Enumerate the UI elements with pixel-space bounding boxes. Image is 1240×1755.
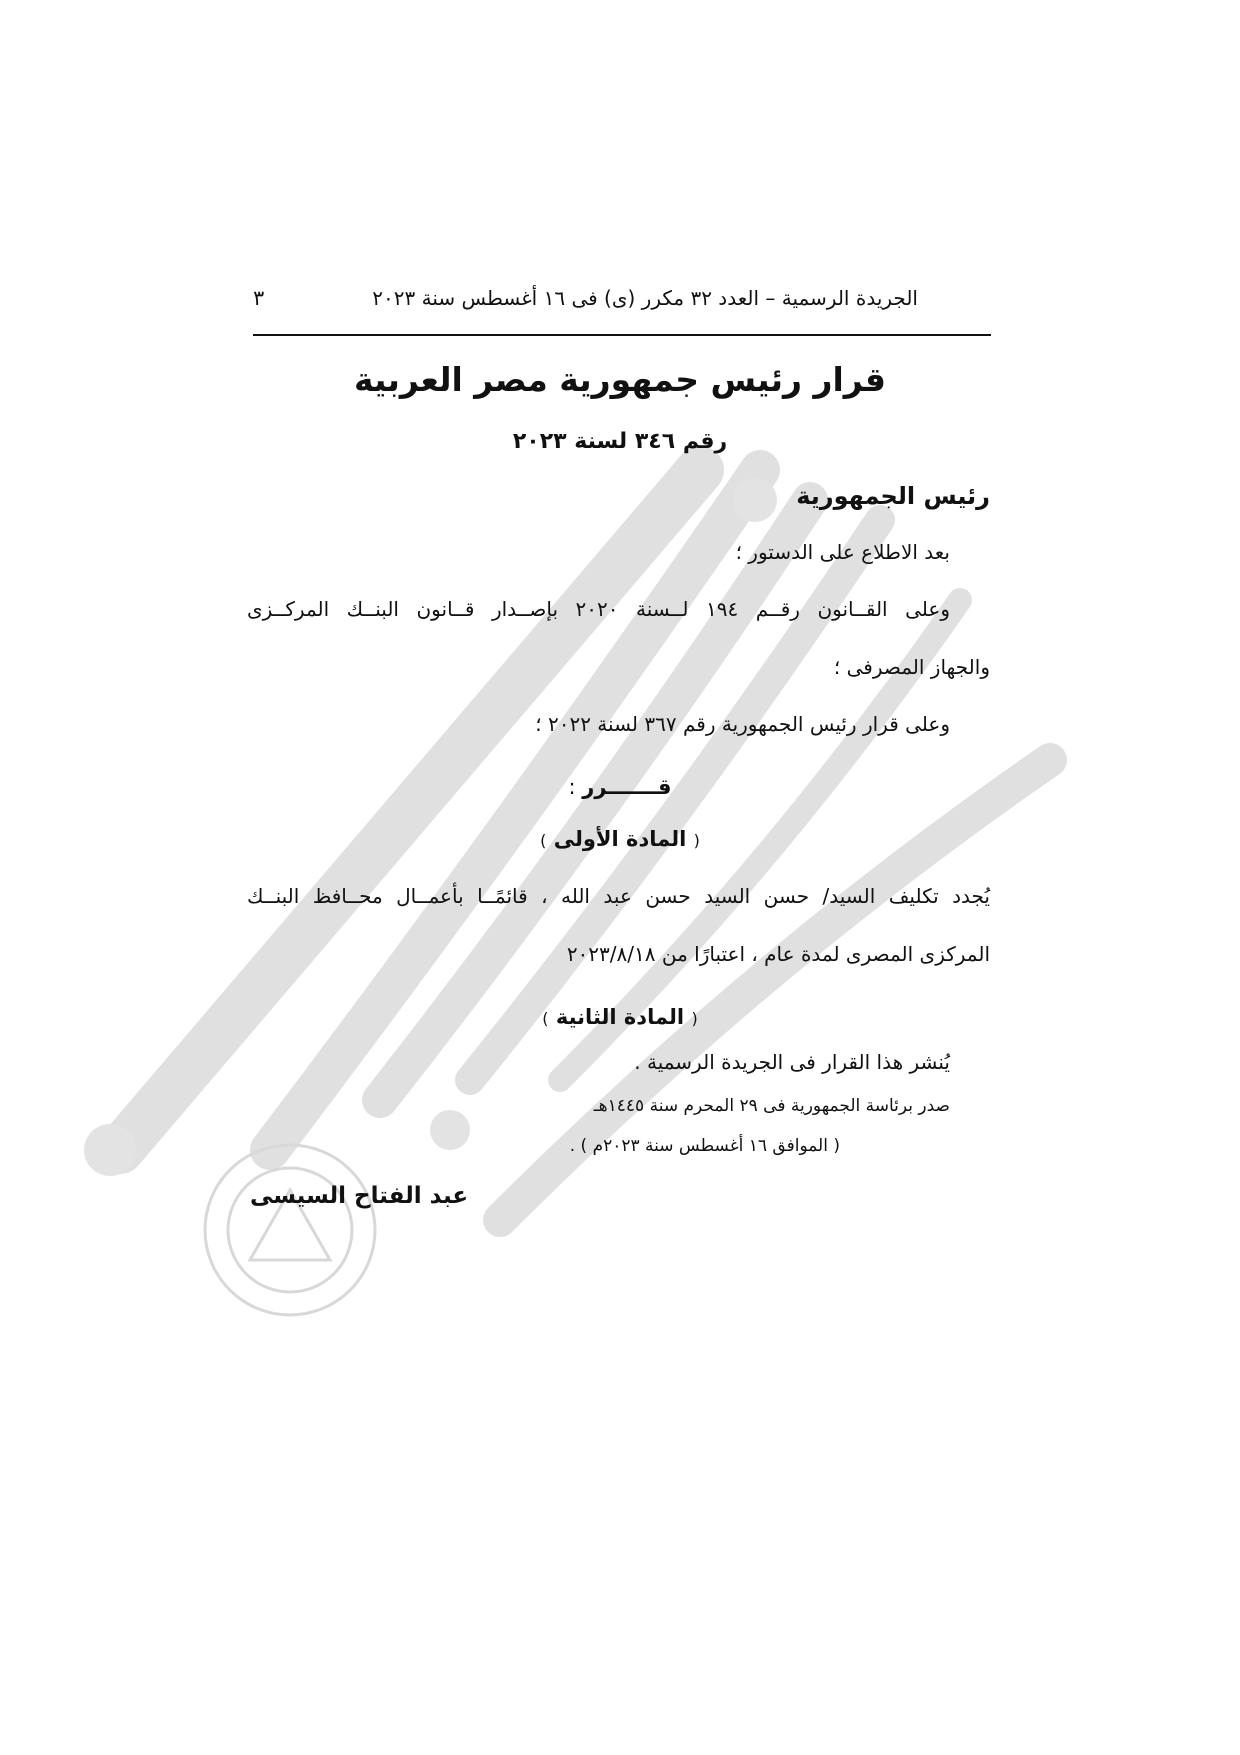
article-2-line-1: يُنشر هذا القرار فى الجريدة الرسمية . — [634, 1050, 950, 1074]
article-2-title: ( المادة الثانية ) — [542, 1005, 698, 1029]
preamble-line-1: بعد الاطلاع على الدستور ؛ — [735, 540, 950, 564]
article-1-title-text: المادة الأولى — [553, 827, 687, 851]
decree-word — [0, 775, 1240, 799]
preamble-line-2b: والجهاز المصرفى ؛ — [833, 655, 990, 679]
article-1-line-1: يُجدد تكليف السيد/ حسن السيد حسن عبد الله ، قائمًــا بأعمــال محــافظ البنــك — [247, 884, 990, 908]
signature-name: عبد الفتاح السيسى — [250, 1183, 469, 1209]
decree-colon: : — [568, 775, 583, 799]
issued-line-2: ( الموافق ١٦ أغسطس سنة ٢٠٢٣م ) . — [569, 1136, 840, 1156]
preamble-line-3: وعلى قرار رئيس الجمهورية رقم ٣٦٧ لسنة ٢٠٢٢ ؛ — [535, 712, 950, 736]
article-1-line-2: المركزى المصرى لمدة عام ، اعتبارًا من ٢٠٢٣/٨/١٨ — [566, 942, 990, 966]
article-1-title: ( المادة الأولى ) — [540, 827, 700, 851]
page-number: ٣ — [253, 286, 265, 310]
decree-title: قرار رئيس جمهورية مصر العربية — [354, 360, 886, 399]
seal-icon — [205, 1145, 375, 1315]
article-2-title-text: المادة الثانية — [555, 1005, 685, 1029]
preamble-line-2a: وعلى القــانون رقــم ١٩٤ لــسنة ٢٠٢٠ بإصــدار قــانون البنــك المركــزى — [247, 597, 951, 621]
decree-number: رقم ٣٤٦ لسنة ٢٠٢٣ — [512, 429, 728, 454]
running-header: الجريدة الرسمية – العدد ٣٢ مكرر (ى) فى ١٦ أغسطس سنة ٢٠٢٣ — [372, 286, 918, 310]
issued-line-1: صدر برئاسة الجمهورية فى ٢٩ المحرم سنة ١٤٤٥هـ — [593, 1096, 950, 1116]
decree-verb: قـــــــرر — [582, 775, 672, 799]
header-rule — [253, 334, 991, 336]
issuer-heading: رئيس الجمهورية — [796, 482, 990, 510]
